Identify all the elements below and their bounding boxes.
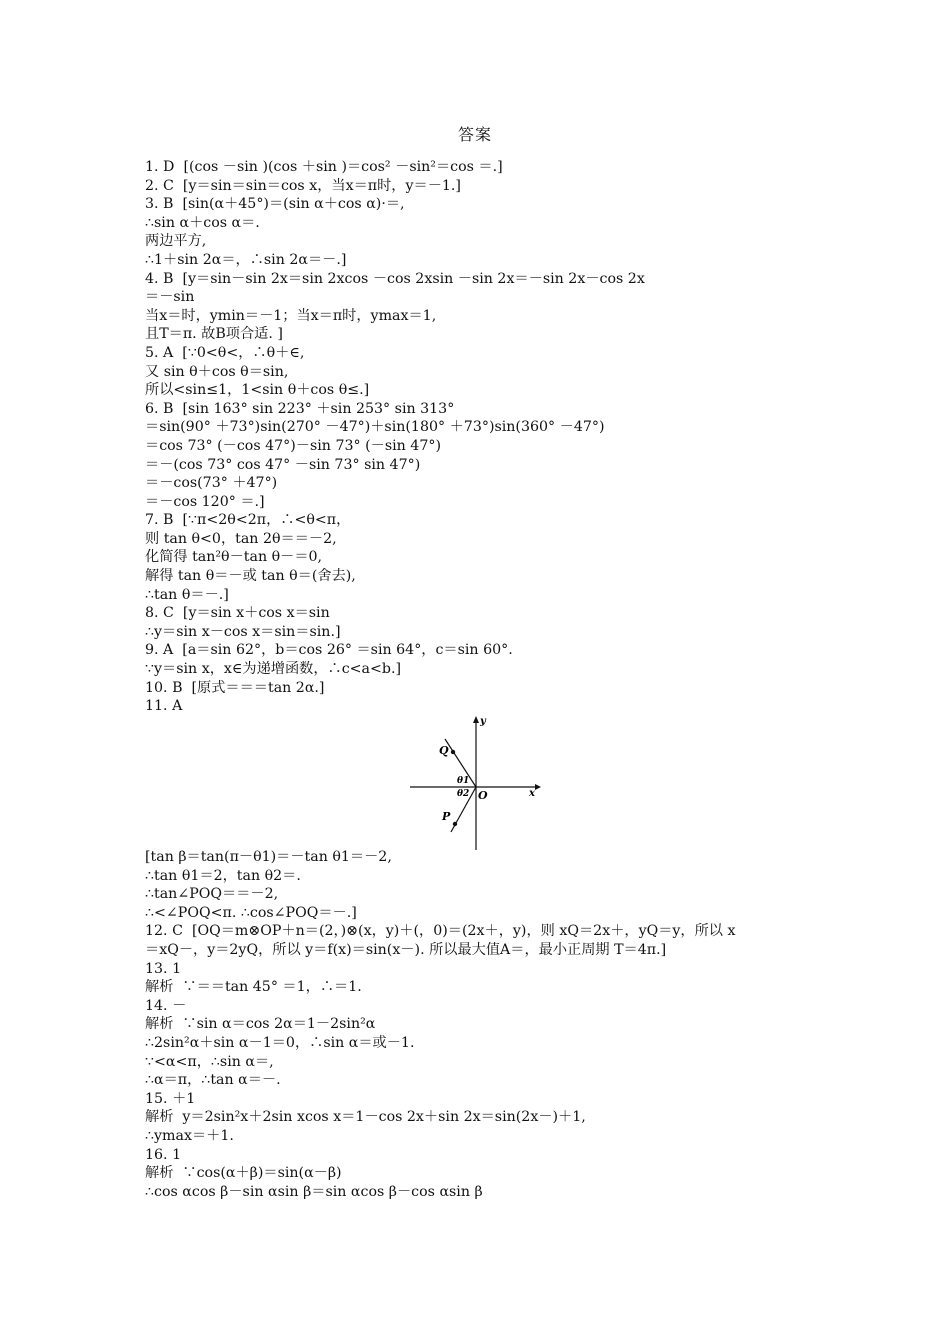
x-axis-arrow-icon bbox=[535, 784, 541, 790]
answer-line: ＝－cos(73° ＋47°) bbox=[145, 475, 278, 492]
answer-line: 解得 tan θ＝－或 tan θ＝(舍去), bbox=[145, 568, 356, 585]
answer-block-bottom bbox=[145, 848, 825, 1201]
answer-line: 6. B [sin 163° sin 223° ＋sin 253° sin 313° bbox=[145, 400, 455, 417]
answer-line: [tan β＝tan(π－θ1)＝－tan θ1＝－2, bbox=[145, 849, 392, 865]
answer-line: ＝－(cos 73° cos 47° －sin 73° sin 47°) bbox=[145, 456, 421, 473]
answer-line: 化简得 tan²θ－tan θ－＝0, bbox=[145, 549, 323, 566]
answer-line: ＝cos 73° (－cos 47°)－sin 73° (－sin 47°) bbox=[145, 437, 441, 454]
answer-block-top bbox=[145, 158, 825, 716]
y-axis-label: y bbox=[480, 716, 486, 727]
point-p-label: P bbox=[442, 810, 451, 823]
y-axis-arrow-icon bbox=[473, 716, 479, 723]
answer-line: 则 tan θ<0，tan 2θ＝＝－2, bbox=[145, 530, 337, 547]
point-q-label: Q bbox=[439, 744, 449, 757]
answer-line: 1. D [(cos －sin )(cos ＋sin )＝cos² －sin²＝cos ＝.] bbox=[145, 159, 503, 175]
answer-line: 12. C [OQ＝m⊗OP＋n＝(2，)⊗(x，y)＋(，0)＝(2x＋，y)，则 xQ＝2x＋，yQ＝y，所以 x bbox=[145, 923, 736, 940]
answer-line: 解析 ∵sin α＝cos 2α＝1－2sin²α bbox=[145, 1016, 376, 1033]
answer-line: 5. A [∵0<θ<，∴θ＋∈, bbox=[145, 344, 305, 361]
answer-line: 15. ＋1 bbox=[145, 1090, 196, 1107]
answer-line: 2. C [y＝sin＝sin＝cos x，当x＝π时，y＝－1.] bbox=[145, 177, 461, 194]
answer-line: 9. A [a＝sin 62°，b＝cos 26° ＝sin 64°，c＝sin 60°. bbox=[145, 642, 513, 659]
page-title: 答案 bbox=[457, 125, 492, 144]
answer-line: ∴1＋sin 2α＝，∴sin 2α＝－.] bbox=[145, 251, 347, 268]
answer-line: ∴y＝sin x－cos x＝sin＝sin.] bbox=[145, 623, 341, 640]
x-axis-label: x bbox=[529, 788, 535, 799]
answer-line: ∴ymax＝＋1. bbox=[145, 1127, 234, 1144]
answer-line: ＝sin(90° ＋73°)sin(270° －47°)＋sin(180° ＋73°)sin(360° －47°) bbox=[145, 419, 605, 436]
answer-line: 10. B [原式＝＝＝tan 2α.] bbox=[145, 679, 325, 696]
answer-line: ∴<∠POQ<π. ∴cos∠POQ＝－.] bbox=[145, 904, 357, 921]
answer-line: 13. 1 bbox=[145, 960, 182, 977]
theta2-label: θ2 bbox=[457, 789, 470, 799]
answer-line: ∴sin α＋cos α＝. bbox=[145, 214, 260, 231]
answer-line: 两边平方, bbox=[145, 233, 207, 250]
answer-line: 11. A bbox=[145, 698, 183, 715]
answer-line: ∴tan θ1＝2，tan θ2＝. bbox=[145, 867, 301, 884]
answer-line: ∴2sin²α＋sin α－1＝0，∴sin α＝或－1. bbox=[145, 1034, 415, 1051]
answer-line: ∴α＝π，∴tan α＝－. bbox=[145, 1072, 281, 1089]
answer-line: ＝－sin bbox=[145, 289, 195, 306]
answer-line: ＝－cos 120° ＝.] bbox=[145, 493, 265, 510]
answer-line: ∵<α<π，∴sin α＝, bbox=[145, 1053, 274, 1070]
answer-line: 且T＝π. 故B项合适. ] bbox=[145, 326, 283, 343]
point-q bbox=[451, 750, 455, 754]
answer-line: 所以<sin≤1，1<sin θ＋cos θ≤.] bbox=[145, 382, 370, 399]
answer-line: 4. B [y＝sin－sin 2x＝sin 2xcos －cos 2xsin －sin 2x＝－sin 2x－cos 2x bbox=[145, 270, 645, 287]
answer-line: 解析 ∵＝＝tan 45° ＝1，∴＝1. bbox=[145, 979, 362, 996]
answer-line: 3. B [sin(α＋45°)＝(sin α＋cos α)·＝, bbox=[145, 196, 405, 213]
origin-label: O bbox=[478, 789, 488, 802]
answer-line: 解析 y＝2sin²x＋2sin xcos x＝1－cos 2x＋sin 2x＝sin(2x－)＋1, bbox=[145, 1109, 586, 1126]
coordinate-figure bbox=[405, 712, 545, 852]
answer-line: 当x＝时，ymin＝－1；当x＝π时，ymax＝1, bbox=[145, 307, 437, 324]
answer-line: ∴tan∠POQ＝＝－2, bbox=[145, 886, 279, 903]
theta1-label: θ1 bbox=[457, 776, 470, 786]
answer-line: 8. C [y＝sin x＋cos x＝sin bbox=[145, 605, 330, 622]
answer-line: ∴tan θ＝－.] bbox=[145, 586, 229, 603]
answer-line: ∴cos αcos β－sin αsin β＝sin αcos β－cos αsin β bbox=[145, 1183, 483, 1200]
answer-line: ∵y＝sin x，x∈为递增函数，∴c<a<b.] bbox=[145, 661, 402, 678]
answer-line: 解析 ∵cos(α＋β)＝sin(α－β) bbox=[145, 1165, 342, 1182]
answer-line: 16. 1 bbox=[145, 1146, 182, 1163]
answer-line: 又 sin θ＋cos θ＝sin, bbox=[145, 363, 289, 380]
answer-line: ＝xQ－，y＝2yQ，所以 y＝f(x)＝sin(x－). 所以最大值A＝，最小正周期 T＝4π.] bbox=[145, 941, 667, 958]
answer-line: 7. B [∵π<2θ<2π，∴<θ<π， bbox=[145, 512, 351, 529]
point-p bbox=[453, 822, 457, 826]
answer-line: 14. － bbox=[145, 997, 187, 1014]
